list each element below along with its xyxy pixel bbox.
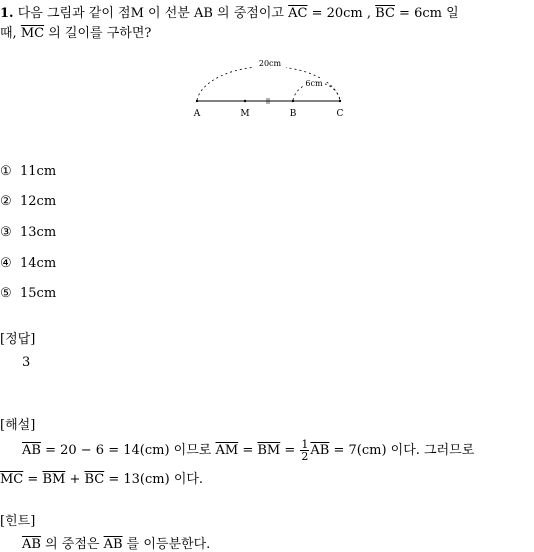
segment-am: $\overline{AM}$	[215, 443, 239, 458]
point-c-dot	[339, 100, 341, 102]
explanation-text: +	[65, 472, 85, 487]
question-text: = 6cm 일	[394, 6, 459, 21]
choice-3[interactable]	[0, 225, 56, 240]
fraction-denominator: 2	[301, 450, 309, 463]
question-number: 1.	[0, 6, 14, 21]
question-text: = 20cm ,	[307, 6, 376, 21]
segment-ab: $\overline{AB}$	[22, 443, 41, 458]
explanation-text: = 7(cm) 이다. 그러므로	[329, 443, 475, 458]
choice-text: 11cm	[20, 164, 57, 179]
choice-4[interactable]	[0, 256, 56, 271]
explanation-line-2	[0, 468, 203, 487]
segment-ac: $\overline{AC}$	[288, 6, 308, 21]
choice-text: 12cm	[20, 194, 57, 209]
explanation-line-1	[22, 436, 474, 466]
arc-ac-label: 20cm	[258, 59, 282, 68]
segment-ab: $\overline{AB}$	[22, 537, 41, 552]
question-text: 의 길이를 구하면?	[44, 26, 152, 41]
choice-marker: ④	[0, 256, 12, 271]
point-m-dot	[244, 100, 246, 102]
question-line-1	[0, 2, 459, 21]
choice-marker: ②	[0, 194, 12, 209]
point-a-dot	[196, 100, 198, 102]
segment-mc: $\overline{MC}$	[0, 472, 24, 487]
fraction-numerator: 1	[301, 438, 309, 451]
answer-heading: [정답]	[0, 332, 36, 347]
segment-bc: $\overline{BC}$	[375, 6, 395, 21]
explanation-text: = 13(cm) 이다.	[104, 472, 204, 487]
question-text: 다음 그림과 같이 점M 이 선분 AB 의 중점이고	[17, 6, 289, 21]
line-segment-figure	[190, 55, 350, 121]
point-m-label: M	[240, 109, 250, 119]
choice-marker: ①	[0, 164, 12, 179]
hint-text: 의 중점은	[40, 537, 104, 552]
point-a-label: A	[193, 109, 201, 119]
hint-text: 를 이등분한다.	[122, 537, 211, 552]
fraction-one-half	[300, 439, 309, 462]
segment-bm: $\overline{BM}$	[42, 472, 66, 487]
explanation-text: = 20 − 6 = 14(cm) 이므로	[40, 443, 216, 458]
question-line-2	[0, 22, 151, 41]
segment-bm: $\overline{BM}$	[257, 443, 281, 458]
choice-1[interactable]	[0, 164, 56, 179]
point-c-label: C	[336, 109, 344, 119]
choice-text: 13cm	[20, 225, 57, 240]
segment-ab: $\overline{AB}$	[103, 537, 123, 552]
choice-text: 14cm	[20, 256, 57, 271]
choice-2[interactable]	[0, 194, 56, 209]
explanation-text: =	[23, 472, 43, 487]
explanation-text: =	[280, 443, 300, 458]
answer-value: 3	[22, 355, 31, 370]
choice-text: 15cm	[20, 286, 57, 301]
segment-bc: $\overline{BC}$	[84, 472, 105, 487]
hint-heading: [힌트]	[0, 514, 36, 529]
explanation-heading: [해설]	[0, 418, 36, 433]
point-b-dot	[292, 100, 294, 102]
choice-marker: ⑤	[0, 286, 12, 301]
segment-ab: $\overline{AB}$	[310, 443, 330, 458]
point-b-label: B	[289, 109, 297, 119]
question-text: 때,	[0, 26, 21, 41]
choice-marker: ③	[0, 225, 12, 240]
hint-line	[22, 533, 210, 552]
explanation-text: =	[238, 443, 258, 458]
segment-mc: $\overline{MC}$	[20, 26, 45, 41]
arc-bc-label: 6cm	[305, 79, 323, 88]
choice-5[interactable]	[0, 286, 56, 301]
